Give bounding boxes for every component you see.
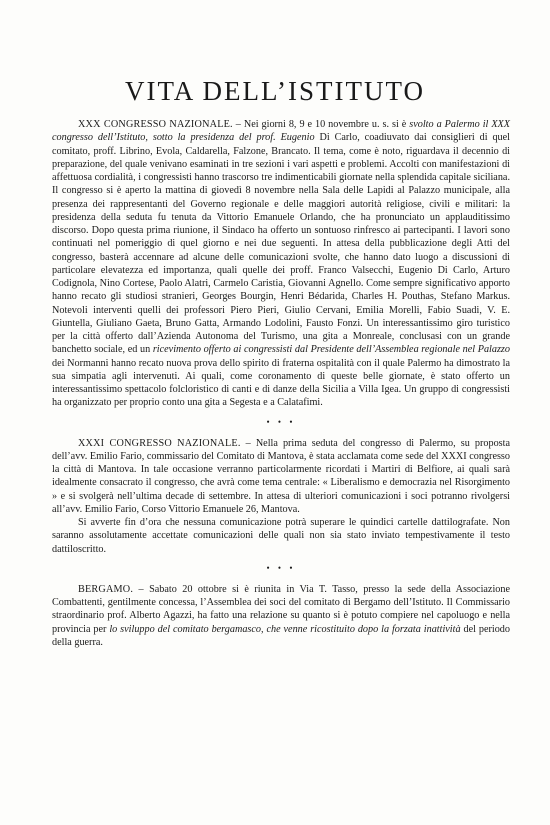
- paragraph: [52, 118, 510, 410]
- section-heading: BERGAMO.: [78, 583, 134, 595]
- section-bergamo: [52, 583, 510, 649]
- paragraph: [52, 583, 510, 649]
- section-heading: XXX CONGRESSO NAZIONALE.: [78, 119, 233, 130]
- section-separator: • • •: [266, 562, 296, 573]
- text-run: – Nei giorni 8, 9 e 10 novembre u. s. si è: [232, 119, 410, 130]
- section-separator: • • •: [266, 416, 296, 427]
- italic-run: svolto a Palermo il XXX congresso dell’Istituto, sotto la presidenza del prof. Eugenio: [52, 119, 511, 144]
- text-run: del periodo della guerra.: [52, 623, 510, 648]
- paragraph: [52, 437, 510, 517]
- paragraph: Si avverte fin d’ora che nessuna comunicazione potrà superare le quindici cartelle dattilografate. Non saranno assolutamente accettate comunicazioni delle quali non sia stato inviato tempestivamente il testo dattiloscritto.: [52, 517, 510, 555]
- page-title: VITA DELL’ISTITUTO: [124, 76, 426, 106]
- italic-run: lo sviluppo del comitato bergamasco, che venne ricostituito dopo la forzata inattività: [109, 623, 461, 635]
- text-run: – Sabato 20 ottobre si è riunita in Via T. Tasso, presso la sede della Associazione Combattenti, gentilmente concessa, l’Assemblea dei soci del comitato di Bergamo dell’Istituto. Il Commissario straordinario prof. Alberto Agazzi, ha fatto una relazione su quanto si è potuto compiere nel capoluogo e nella provincia per: [52, 583, 510, 635]
- text-run: Di Carlo, coadiuvato dai consiglieri di quel comitato, proff. Librino, Evola, Caldarella, Falzone, Brancato. Il tema, come è noto, riguardava il decennio di preparazione, del quale venivano esaminati in tre sezioni i vari aspetti e problemi. Accolti con manifestazioni di affettuosa cordialità, i congressisti hanno trascorso tre indimenticabili giornate nella splendida capitale siciliana. Il congresso si è aperto la mattina di giovedì 8 novembre nella Sala delle Lapidi al Palazzo municipale, alla presenza dei rappresentanti del Governo regionale e delle maggiori autorità religiose, civili e militari: la presidenza della seduta fu tenuta da Vittorio Emanuele Orlando, che ha pronunciato un applauditissimo discorso. Dopo questa prima riunione, il Sindaco ha offerto un sontuoso rinfresco ai partecipanti. I lavori sono continuati nel pomeriggio di quel giorno e nei due seguenti. In attesa della pubblicazione degli Atti del congresso, basterà accennare ad alcune delle comunicazioni svolte, che hanno dato luogo a discussioni di particolare elevatezza ed importanza, quali quelle dei proff. Franco Valsecchi, Eugenio Di Carlo, Arturo Codignola, Nino Cortese, Paolo Alatri, Carmelo Caristia, Giovanni Agnello. Come sempre significativo apporto hanno recato gli studiosi stranieri, Georges Bourgin, Henri Bédarida, Charles H. Pouthas, Stefano Markus. Notevoli interventi quelli dei professori Piero Pieri, Giulio Cervani, Emilia Morelli, Fabio Suadi, V. E. Giuntella, Giuliano Gaeta, Bruno Gatta, Armando Lodolini, Fausto Fonzi. Un interessantissimo giro turistico per la città offerto dall’Azienda Autonoma del Turismo, una gita a Monreale, conclusasi con un grande banchetto sociale, ed un: [52, 132, 510, 356]
- text-run: dei Normanni hanno recato nuova prova dello spirito di fraterna ospitalità con il quale Palermo ha dimostrato la sua simpatia agli intervenuti. Ai quali, come coronamento di queste belle giornate, è stato offerto un interessantissimo spettacolo folcloristico di canti e di danze della Sicilia a Villa Igea. Un gruppo di congressisti ha organizzato per proprio conto una gita a Segesta e a Calatafimi.: [52, 357, 510, 409]
- italic-run: ricevimento offerto ai congressisti dal Presidente dell’Assemblea regionale nel Palazzo: [152, 344, 510, 356]
- section-heading: XXXI CONGRESSO NAZIONALE.: [78, 437, 241, 449]
- text-run: – Nella prima seduta del congresso di Palermo, su proposta dell’avv. Emilio Fario, commissario del Comitato di Mantova, è stata acclamata come sede del XXXI congresso la città di Mantova. In tale occasione verranno particolarmente ricordati i Martiri di Belfiore, ai quali sarà idealmente consacrato il congresso, che avrà come tema centrale: « Liberalismo e democrazia nel Risorgimento » e si svolgerà nell’ultima decade di settembre. In attesa di ulteriori comunicazioni i soci potranno rivolgersi all’avv. Emilio Fario, Corso Vittorio Emanuele 26, Mantova.: [52, 437, 510, 515]
- section-xxx-congresso: [52, 118, 510, 410]
- document-body: [52, 118, 510, 649]
- section-xxxi-congresso: [52, 437, 510, 556]
